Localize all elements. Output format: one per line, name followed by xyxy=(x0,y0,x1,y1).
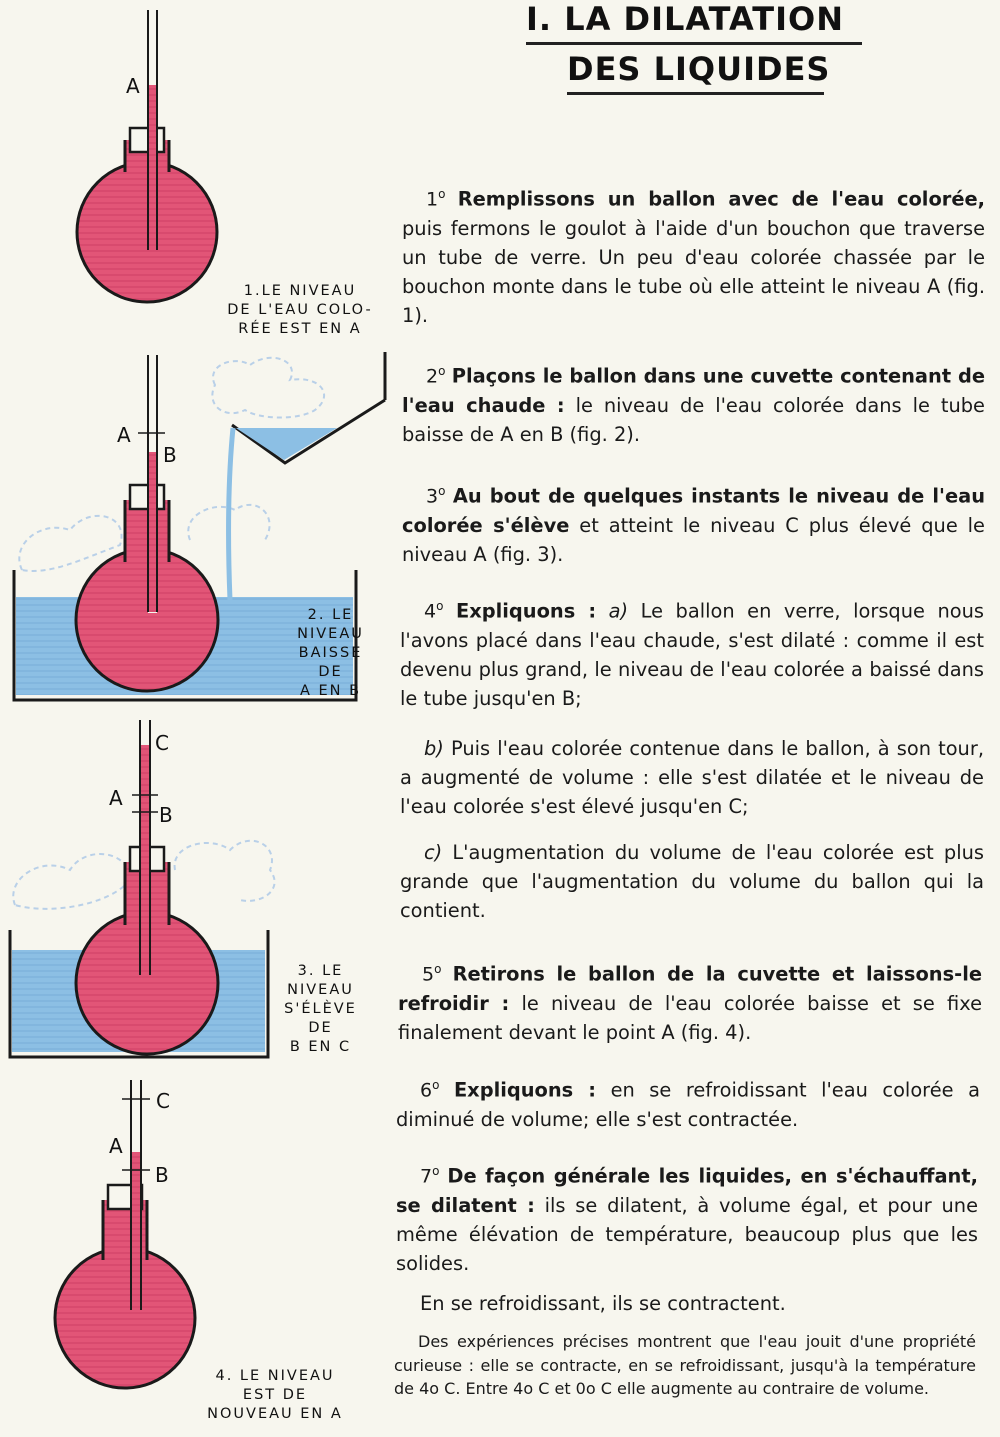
fig4-label-b: B xyxy=(155,1163,169,1187)
fig3-label-b: B xyxy=(159,803,173,827)
fig1-caption: 1.LE NIVEAU DE L'EAU COLO- RÉE EST EN A xyxy=(227,283,373,337)
footnote: Des expériences précises montrent que l'eau jouit d'une propriété curieuse : elle se contracte, en se refroidissant, jusqu'à la température de 4o C. Entre 4o C et 0o C elle augmente au contraire de volume. xyxy=(394,1332,976,1398)
fig4-label-a: A xyxy=(109,1134,123,1158)
paragraph-8: En se refroidissant, ils se contractent. xyxy=(420,1292,786,1315)
paragraph-5: 5$^o$ Retirons le ballon de la cuvette et laissons-le refroidir : le niveau de l'eau colorée baisse et se fixe finalement devant le point A (fig. 4). xyxy=(398,962,983,1045)
fig4-label-c: C xyxy=(156,1089,170,1113)
title-underline xyxy=(526,42,862,45)
figure-1-flask xyxy=(77,10,217,302)
paragraph-1: 1$^o$ Remplissons un ballon avec de l'eau colorée, puis fermons le goulot à l'aide d'un bouchon que traverse un tube de verre. Un peu d'eau colorée chassée par le bouchon monte dans le tube où elle atteint le niveau A (fig. 1). xyxy=(402,187,986,328)
page-title: I. LA DILATATION xyxy=(526,0,844,38)
fig3-label-c: C xyxy=(155,731,169,755)
paragraph-4c: c) L'augmentation du volume de l'eau colorée est plus grande que l'augmentation du volume du ballon qui la contient. xyxy=(400,841,984,922)
figure-3-flask xyxy=(10,720,275,1057)
subtitle-underline xyxy=(567,92,824,95)
paragraph-6: 6$^o$ Expliquons : en se refroidissant l'eau colorée a diminué de volume; elle s'est contractée. xyxy=(396,1078,980,1132)
paragraph-2: 2$^o$ Plaçons le ballon dans une cuvette contenant de l'eau chaude : le niveau de l'eau colorée dans le tube baisse de A en B (fig. 2). xyxy=(402,364,985,447)
page-subtitle: DES LIQUIDES xyxy=(567,50,831,88)
paragraph-7: 7$^o$ De façon générale les liquides, en s'échauffant, se dilatent : ils se dilatent, à volume égal, et pour une même élévation de température, beaucoup plus que les solides. xyxy=(396,1164,979,1276)
fig3-caption: 3. LE NIVEAU S'ÉLÈVE DE B EN C xyxy=(284,963,357,1055)
figure-4-flask xyxy=(55,1080,195,1388)
paragraph-3: 3$^o$ Au bout de quelques instants le niveau de l'eau colorée s'élève et atteint le niveau C plus élevé que le niveau A (fig. 3). xyxy=(402,484,985,567)
paragraph-4b: b) Puis l'eau colorée contenue dans le ballon, à son tour, a augmenté de volume : elle s'est dilatée et le niveau de l'eau colorée s'est élevé jusqu'en C; xyxy=(400,737,984,818)
fig4-caption: 4. LE NIVEAU EST DE NOUVEAU EN A xyxy=(207,1368,343,1422)
paragraph-4a: 4$^o$ Expliquons : a) Le ballon en verre, lorsque nous l'avons placé dans l'eau chaude, s'est dilaté : comme il est devenu plus grand, le niveau de l'eau colorée a baissé dans le tube jusqu'en B; xyxy=(400,599,985,711)
fig1-label-a: A xyxy=(126,74,140,98)
fig2-label-b: B xyxy=(163,443,177,467)
fig3-label-a: A xyxy=(109,786,123,810)
fig2-label-a: A xyxy=(117,423,131,447)
fig2-caption: 2. LE NIVEAU BAISSE DE A EN B xyxy=(297,607,364,699)
